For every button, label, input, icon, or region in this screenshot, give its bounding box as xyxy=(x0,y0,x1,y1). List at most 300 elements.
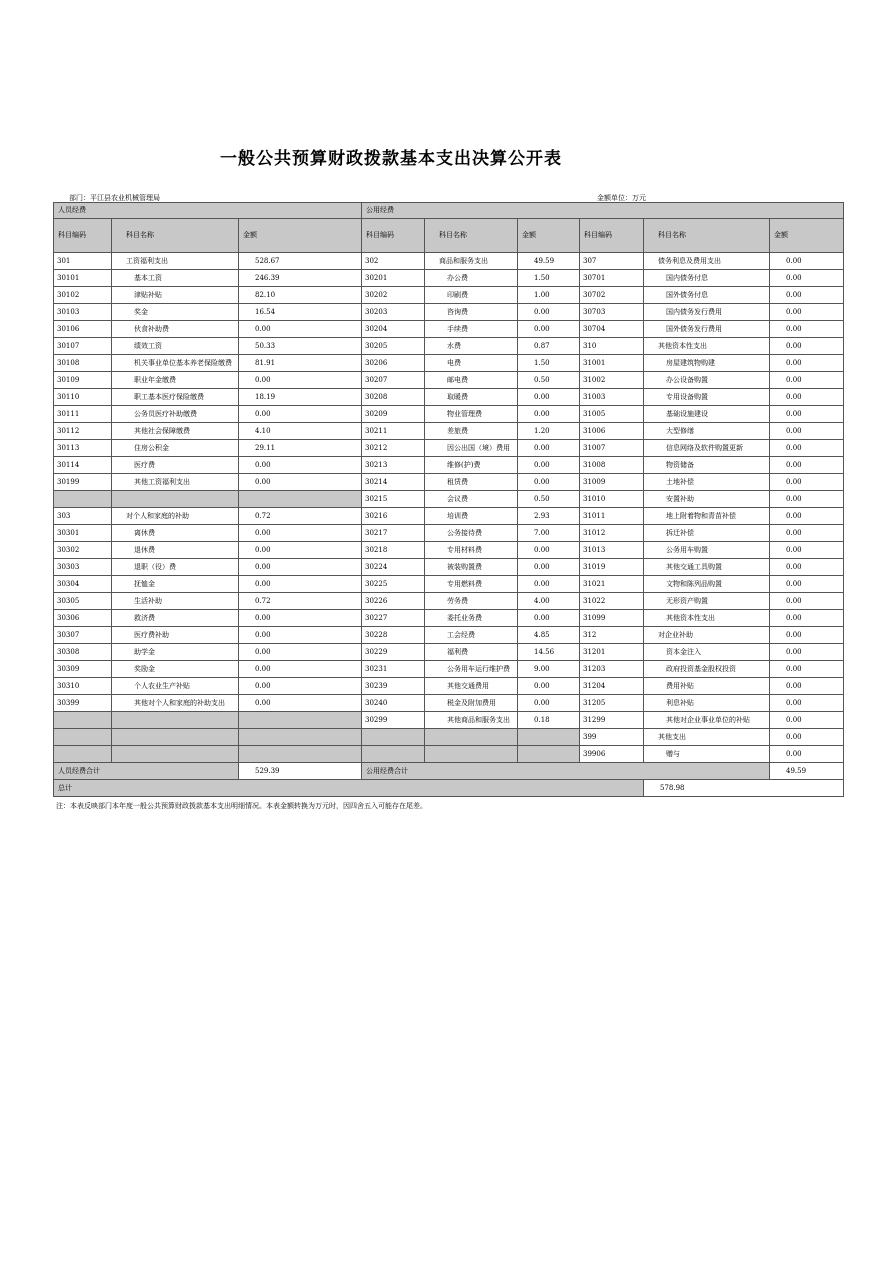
subject-name-cell: 其他商品和服务支出 xyxy=(425,712,518,729)
amount-cell: 0.00 xyxy=(518,559,580,576)
subject-code-cell: 30112 xyxy=(54,423,112,440)
amount-cell xyxy=(239,491,362,508)
total-label: 总计 xyxy=(54,780,644,797)
table-row xyxy=(54,729,844,746)
subject-code-cell: 30399 xyxy=(54,695,112,712)
amount-cell: 0.00 xyxy=(518,440,580,457)
subject-name-cell: 对企业补助 xyxy=(644,627,770,644)
subject-code-cell xyxy=(54,746,112,763)
amount-cell: 0.00 xyxy=(518,474,580,491)
amount-cell: 0.72 xyxy=(239,593,362,610)
amount-cell: 0.00 xyxy=(770,355,844,372)
amount-cell: 14.56 xyxy=(518,644,580,661)
subject-code-cell: 31022 xyxy=(580,593,644,610)
section-header-row xyxy=(54,203,844,219)
subject-code-cell: 31299 xyxy=(580,712,644,729)
subject-name-cell: 大型修缮 xyxy=(644,423,770,440)
subject-name-cell: 商品和服务支出 xyxy=(425,253,518,270)
table-row xyxy=(54,372,844,389)
subject-code-cell: 31011 xyxy=(580,508,644,525)
subject-code-cell: 31010 xyxy=(580,491,644,508)
amount-cell: 0.00 xyxy=(518,695,580,712)
subject-name-cell: 救济费 xyxy=(112,610,239,627)
amount-cell: 0.00 xyxy=(770,372,844,389)
amount-cell: 0.00 xyxy=(770,508,844,525)
subject-name-cell: 公务接待费 xyxy=(425,525,518,542)
amount-cell: 0.00 xyxy=(770,627,844,644)
amount-cell: 81.91 xyxy=(239,355,362,372)
subject-name-cell: 工资福利支出 xyxy=(112,253,239,270)
subject-code-cell: 30228 xyxy=(362,627,425,644)
unit-label: 金额单位：万元 xyxy=(597,194,646,202)
amount-cell: 0.00 xyxy=(518,542,580,559)
subject-code-cell: 31099 xyxy=(580,610,644,627)
subject-code-cell: 301 xyxy=(54,253,112,270)
subject-name-cell: 房屋建筑物购建 xyxy=(644,355,770,372)
subject-code-cell: 31007 xyxy=(580,440,644,457)
subject-name-cell: 办公设备购置 xyxy=(644,372,770,389)
subject-name-cell: 维修(护)费 xyxy=(425,457,518,474)
subject-code-cell: 30205 xyxy=(362,338,425,355)
subject-code-cell: 30214 xyxy=(362,474,425,491)
subject-code-cell: 30212 xyxy=(362,440,425,457)
subject-code-cell: 31013 xyxy=(580,542,644,559)
public-section-header: 公用经费 xyxy=(362,203,844,219)
subject-code-cell: 30199 xyxy=(54,474,112,491)
amount-cell: 0.00 xyxy=(239,644,362,661)
table-row xyxy=(54,559,844,576)
table-row xyxy=(54,338,844,355)
subject-name-cell: 手续费 xyxy=(425,321,518,338)
amount-cell: 0.00 xyxy=(518,576,580,593)
amount-cell: 0.00 xyxy=(239,474,362,491)
subject-code-cell: 30303 xyxy=(54,559,112,576)
subject-code-cell: 31003 xyxy=(580,389,644,406)
column-header-amount: 金额 xyxy=(518,219,580,253)
subject-name-cell: 其他支出 xyxy=(644,729,770,746)
table-row xyxy=(54,474,844,491)
subject-name-cell: 咨询费 xyxy=(425,304,518,321)
subject-name-cell: 办公费 xyxy=(425,270,518,287)
subject-code-cell: 30207 xyxy=(362,372,425,389)
table-row xyxy=(54,576,844,593)
expenditure-table xyxy=(53,202,844,797)
amount-cell: 0.00 xyxy=(239,695,362,712)
subject-code-cell: 30103 xyxy=(54,304,112,321)
subject-name-cell: 伙食补助费 xyxy=(112,321,239,338)
subject-name-cell: 国外债务付息 xyxy=(644,287,770,304)
subject-code-cell: 30111 xyxy=(54,406,112,423)
subject-code-cell: 30114 xyxy=(54,457,112,474)
amount-cell: 0.00 xyxy=(239,661,362,678)
amount-cell: 0.00 xyxy=(518,304,580,321)
amount-cell: 0.87 xyxy=(518,338,580,355)
subject-code-cell: 30227 xyxy=(362,610,425,627)
subject-name-cell: 津贴补贴 xyxy=(112,287,239,304)
subject-name-cell: 资本金注入 xyxy=(644,644,770,661)
subject-code-cell: 30704 xyxy=(580,321,644,338)
subject-name-cell: 专用燃料费 xyxy=(425,576,518,593)
subject-name-cell: 无形资产购置 xyxy=(644,593,770,610)
subject-code-cell: 30231 xyxy=(362,661,425,678)
table-row xyxy=(54,304,844,321)
subject-code-cell: 30301 xyxy=(54,525,112,542)
subject-code-cell: 30307 xyxy=(54,627,112,644)
table-row xyxy=(54,389,844,406)
amount-cell: 528.67 xyxy=(239,253,362,270)
subject-name-cell: 劳务费 xyxy=(425,593,518,610)
subject-code-cell: 30224 xyxy=(362,559,425,576)
subject-code-cell: 30208 xyxy=(362,389,425,406)
subject-code-cell: 31006 xyxy=(580,423,644,440)
subject-name-cell: 差旅费 xyxy=(425,423,518,440)
subject-name-cell: 其他资本性支出 xyxy=(644,338,770,355)
amount-cell: 4.10 xyxy=(239,423,362,440)
subject-code-cell: 307 xyxy=(580,253,644,270)
table-row xyxy=(54,610,844,627)
amount-cell: 0.00 xyxy=(239,321,362,338)
subject-code-cell: 303 xyxy=(54,508,112,525)
subject-name-cell: 个人农业生产补贴 xyxy=(112,678,239,695)
subject-code-cell: 30113 xyxy=(54,440,112,457)
subject-code-cell: 30302 xyxy=(54,542,112,559)
amount-cell: 0.00 xyxy=(518,406,580,423)
amount-cell: 0.00 xyxy=(770,253,844,270)
amount-cell: 0.00 xyxy=(770,389,844,406)
subject-name-cell: 退休费 xyxy=(112,542,239,559)
subject-code-cell: 31204 xyxy=(580,678,644,695)
personnel-section-header: 人员经费 xyxy=(54,203,362,219)
subject-name-cell: 其他社会保障缴费 xyxy=(112,423,239,440)
department-label: 部门：平江县农业机械管理局 xyxy=(69,194,160,202)
subject-name-cell: 其他对企业事业单位的补贴 xyxy=(644,712,770,729)
subject-code-cell: 31002 xyxy=(580,372,644,389)
amount-cell: 0.00 xyxy=(770,474,844,491)
amount-cell: 0.00 xyxy=(770,610,844,627)
subject-name-cell: 安置补助 xyxy=(644,491,770,508)
subject-code-cell: 302 xyxy=(362,253,425,270)
subject-name-cell: 税金及附加费用 xyxy=(425,695,518,712)
subject-code-cell: 30240 xyxy=(362,695,425,712)
amount-cell: 0.00 xyxy=(770,304,844,321)
subject-name-cell: 基础设施建设 xyxy=(644,406,770,423)
subject-name-cell: 其他资本性支出 xyxy=(644,610,770,627)
amount-cell xyxy=(239,712,362,729)
table-row xyxy=(54,457,844,474)
subject-name-cell: 培训费 xyxy=(425,508,518,525)
subject-name-cell xyxy=(112,712,239,729)
table-row xyxy=(54,661,844,678)
amount-cell: 0.00 xyxy=(239,542,362,559)
subject-name-cell: 物资储备 xyxy=(644,457,770,474)
table-row xyxy=(54,746,844,763)
table-row xyxy=(54,440,844,457)
amount-cell: 9.00 xyxy=(518,661,580,678)
amount-cell: 16.54 xyxy=(239,304,362,321)
amount-cell: 0.00 xyxy=(518,610,580,627)
column-header-name: 科目名称 xyxy=(644,219,770,253)
subject-name-cell: 医疗费补助 xyxy=(112,627,239,644)
amount-cell: 18.19 xyxy=(239,389,362,406)
subject-code-cell: 30306 xyxy=(54,610,112,627)
subject-code-cell: 30107 xyxy=(54,338,112,355)
subject-name-cell xyxy=(112,746,239,763)
amount-cell: 0.00 xyxy=(770,712,844,729)
amount-cell: 0.00 xyxy=(239,559,362,576)
subject-name-cell: 赠与 xyxy=(644,746,770,763)
subject-name-cell: 助学金 xyxy=(112,644,239,661)
amount-cell: 0.00 xyxy=(770,542,844,559)
subject-code-cell: 30304 xyxy=(54,576,112,593)
subject-name-cell: 离休费 xyxy=(112,525,239,542)
subject-code-cell: 31012 xyxy=(580,525,644,542)
subject-code-cell: 30239 xyxy=(362,678,425,695)
subject-code-cell: 30216 xyxy=(362,508,425,525)
subject-code-cell: 30702 xyxy=(580,287,644,304)
subject-name-cell xyxy=(425,746,518,763)
amount-cell: 0.00 xyxy=(770,695,844,712)
subject-name-cell: 基本工资 xyxy=(112,270,239,287)
amount-cell: 0.00 xyxy=(770,423,844,440)
subject-name-cell: 拆迁补偿 xyxy=(644,525,770,542)
amount-cell: 0.00 xyxy=(239,576,362,593)
amount-cell: 0.00 xyxy=(770,321,844,338)
subject-code-cell: 30218 xyxy=(362,542,425,559)
subject-name-cell: 物业管理费 xyxy=(425,406,518,423)
subject-name-cell: 会议费 xyxy=(425,491,518,508)
table-row xyxy=(54,270,844,287)
public-subtotal-label: 公用经费合计 xyxy=(362,763,770,780)
amount-cell: 0.00 xyxy=(239,457,362,474)
amount-cell xyxy=(518,729,580,746)
subject-code-cell: 30308 xyxy=(54,644,112,661)
subject-name-cell: 住房公积金 xyxy=(112,440,239,457)
subject-code-cell: 39906 xyxy=(580,746,644,763)
subject-name-cell: 费用补贴 xyxy=(644,678,770,695)
column-header-code: 科目编码 xyxy=(362,219,425,253)
table-row xyxy=(54,695,844,712)
column-header-name: 科目名称 xyxy=(425,219,518,253)
subject-code-cell: 30102 xyxy=(54,287,112,304)
subject-name-cell: 工会经费 xyxy=(425,627,518,644)
column-header-amount: 金额 xyxy=(239,219,362,253)
amount-cell: 0.00 xyxy=(518,321,580,338)
subject-code-cell: 31001 xyxy=(580,355,644,372)
personnel-subtotal-label: 人员经费合计 xyxy=(54,763,239,780)
table-row xyxy=(54,355,844,372)
amount-cell: 0.00 xyxy=(239,627,362,644)
subject-code-cell: 30106 xyxy=(54,321,112,338)
subject-code-cell: 30203 xyxy=(362,304,425,321)
subtotal-row xyxy=(54,763,844,780)
amount-cell: 0.72 xyxy=(239,508,362,525)
subject-name-cell: 专用材料费 xyxy=(425,542,518,559)
subject-name-cell: 被装购置费 xyxy=(425,559,518,576)
subject-name-cell: 债务利息及费用支出 xyxy=(644,253,770,270)
table-row xyxy=(54,423,844,440)
amount-cell: 0.00 xyxy=(518,457,580,474)
amount-cell: 7.00 xyxy=(518,525,580,542)
subject-name-cell: 土地补偿 xyxy=(644,474,770,491)
table-row xyxy=(54,627,844,644)
table-row xyxy=(54,542,844,559)
subject-code-cell xyxy=(54,712,112,729)
amount-cell: 1.50 xyxy=(518,270,580,287)
subject-code-cell: 31005 xyxy=(580,406,644,423)
total-row xyxy=(54,780,844,797)
amount-cell: 0.18 xyxy=(518,712,580,729)
subject-code-cell: 31009 xyxy=(580,474,644,491)
subject-name-cell: 委托业务费 xyxy=(425,610,518,627)
subject-name-cell: 其他对个人和家庭的补助支出 xyxy=(112,695,239,712)
amount-cell: 4.85 xyxy=(518,627,580,644)
amount-cell: 0.00 xyxy=(518,389,580,406)
amount-cell: 4.00 xyxy=(518,593,580,610)
subject-name-cell: 因公出国（境）费用 xyxy=(425,440,518,457)
subject-code-cell: 30226 xyxy=(362,593,425,610)
table-row xyxy=(54,287,844,304)
subject-name-cell: 水费 xyxy=(425,338,518,355)
subject-code-cell: 30110 xyxy=(54,389,112,406)
subject-name-cell: 其他交通费用 xyxy=(425,678,518,695)
amount-cell: 0.00 xyxy=(770,746,844,763)
subject-name-cell: 奖金 xyxy=(112,304,239,321)
total-value: 578.98 xyxy=(644,780,844,797)
subject-name-cell: 其他交通工具购置 xyxy=(644,559,770,576)
table-row xyxy=(54,644,844,661)
subject-code-cell: 30229 xyxy=(362,644,425,661)
subject-name-cell: 信息网络及软件购置更新 xyxy=(644,440,770,457)
subject-code-cell: 30309 xyxy=(54,661,112,678)
subject-code-cell: 31205 xyxy=(580,695,644,712)
amount-cell: 0.00 xyxy=(770,491,844,508)
column-header-name: 科目名称 xyxy=(112,219,239,253)
subject-code-cell xyxy=(362,729,425,746)
amount-cell: 29.11 xyxy=(239,440,362,457)
subject-name-cell: 公务用车购置 xyxy=(644,542,770,559)
subject-code-cell: 30215 xyxy=(362,491,425,508)
amount-cell: 0.00 xyxy=(770,593,844,610)
subject-code-cell: 30108 xyxy=(54,355,112,372)
subject-name-cell: 公务员医疗补助缴费 xyxy=(112,406,239,423)
subject-name-cell: 国外债务发行费用 xyxy=(644,321,770,338)
amount-cell: 0.00 xyxy=(518,678,580,695)
amount-cell: 0.00 xyxy=(239,372,362,389)
personnel-subtotal-value: 529.39 xyxy=(239,763,362,780)
amount-cell xyxy=(518,746,580,763)
amount-cell: 0.00 xyxy=(239,406,362,423)
amount-cell: 0.00 xyxy=(770,678,844,695)
table-row xyxy=(54,508,844,525)
subject-name-cell: 电费 xyxy=(425,355,518,372)
subject-name-cell: 绩效工资 xyxy=(112,338,239,355)
subject-code-cell: 30204 xyxy=(362,321,425,338)
amount-cell: 0.00 xyxy=(770,406,844,423)
subject-name-cell: 职工基本医疗保险缴费 xyxy=(112,389,239,406)
amount-cell: 0.00 xyxy=(770,457,844,474)
footnote: 注：本表反映部门本年度一般公共预算财政拨款基本支出明细情况。本表金额转换为万元时，因四舍五入可能存在尾差。 xyxy=(56,802,427,810)
amount-cell: 0.00 xyxy=(770,338,844,355)
subject-code-cell: 31008 xyxy=(580,457,644,474)
amount-cell: 246.39 xyxy=(239,270,362,287)
amount-cell: 2.93 xyxy=(518,508,580,525)
subject-name-cell: 专用设备购置 xyxy=(644,389,770,406)
table-row xyxy=(54,491,844,508)
subject-code-cell: 31019 xyxy=(580,559,644,576)
subject-code-cell: 30217 xyxy=(362,525,425,542)
subject-name-cell: 取暖费 xyxy=(425,389,518,406)
public-subtotal-value: 49.59 xyxy=(770,763,844,780)
subject-name-cell: 文物和陈列品购置 xyxy=(644,576,770,593)
subject-name-cell: 利息补贴 xyxy=(644,695,770,712)
amount-cell: 0.00 xyxy=(770,644,844,661)
subject-code-cell xyxy=(54,491,112,508)
subject-name-cell: 邮电费 xyxy=(425,372,518,389)
page-title: 一般公共预算财政拨款基本支出决算公开表 xyxy=(220,149,562,169)
subject-name-cell: 地上附着物和青苗补偿 xyxy=(644,508,770,525)
subject-code-cell: 30225 xyxy=(362,576,425,593)
amount-cell: 0.00 xyxy=(239,610,362,627)
amount-cell: 1.20 xyxy=(518,423,580,440)
subject-name-cell: 国内债务付息 xyxy=(644,270,770,287)
amount-cell xyxy=(239,729,362,746)
subject-name-cell: 奖励金 xyxy=(112,661,239,678)
subject-name-cell: 职业年金缴费 xyxy=(112,372,239,389)
subject-name-cell: 抚恤金 xyxy=(112,576,239,593)
subject-code-cell: 31201 xyxy=(580,644,644,661)
table-row xyxy=(54,525,844,542)
subject-name-cell: 其他工资福利支出 xyxy=(112,474,239,491)
subject-name-cell: 医疗费 xyxy=(112,457,239,474)
subject-code-cell: 30109 xyxy=(54,372,112,389)
subject-name-cell: 福利费 xyxy=(425,644,518,661)
amount-cell: 0.50 xyxy=(518,491,580,508)
subject-name-cell xyxy=(112,729,239,746)
amount-cell: 0.00 xyxy=(239,525,362,542)
amount-cell: 0.00 xyxy=(770,440,844,457)
subject-name-cell: 机关事业单位基本养老保险缴费 xyxy=(112,355,239,372)
subject-name-cell xyxy=(425,729,518,746)
subject-code-cell: 30703 xyxy=(580,304,644,321)
subject-name-cell: 公务用车运行维护费 xyxy=(425,661,518,678)
table-row xyxy=(54,712,844,729)
subject-name-cell: 政府投资基金股权投资 xyxy=(644,661,770,678)
subject-code-cell: 30211 xyxy=(362,423,425,440)
subject-name-cell: 对个人和家庭的补助 xyxy=(112,508,239,525)
table-row xyxy=(54,253,844,270)
column-header-amount: 金额 xyxy=(770,219,844,253)
amount-cell: 0.00 xyxy=(770,576,844,593)
subject-code-cell: 312 xyxy=(580,627,644,644)
table-row xyxy=(54,678,844,695)
amount-cell: 0.00 xyxy=(770,287,844,304)
amount-cell xyxy=(239,746,362,763)
subject-name-cell: 生活补助 xyxy=(112,593,239,610)
subject-name-cell xyxy=(112,491,239,508)
subject-code-cell xyxy=(54,729,112,746)
amount-cell: 1.00 xyxy=(518,287,580,304)
amount-cell: 0.50 xyxy=(518,372,580,389)
table-row xyxy=(54,593,844,610)
column-header-code: 科目编码 xyxy=(580,219,644,253)
subject-code-cell: 30101 xyxy=(54,270,112,287)
subject-code-cell: 30701 xyxy=(580,270,644,287)
column-header-code: 科目编码 xyxy=(54,219,112,253)
subject-code-cell: 30209 xyxy=(362,406,425,423)
amount-cell: 82.10 xyxy=(239,287,362,304)
table-row xyxy=(54,406,844,423)
subject-name-cell: 租赁费 xyxy=(425,474,518,491)
